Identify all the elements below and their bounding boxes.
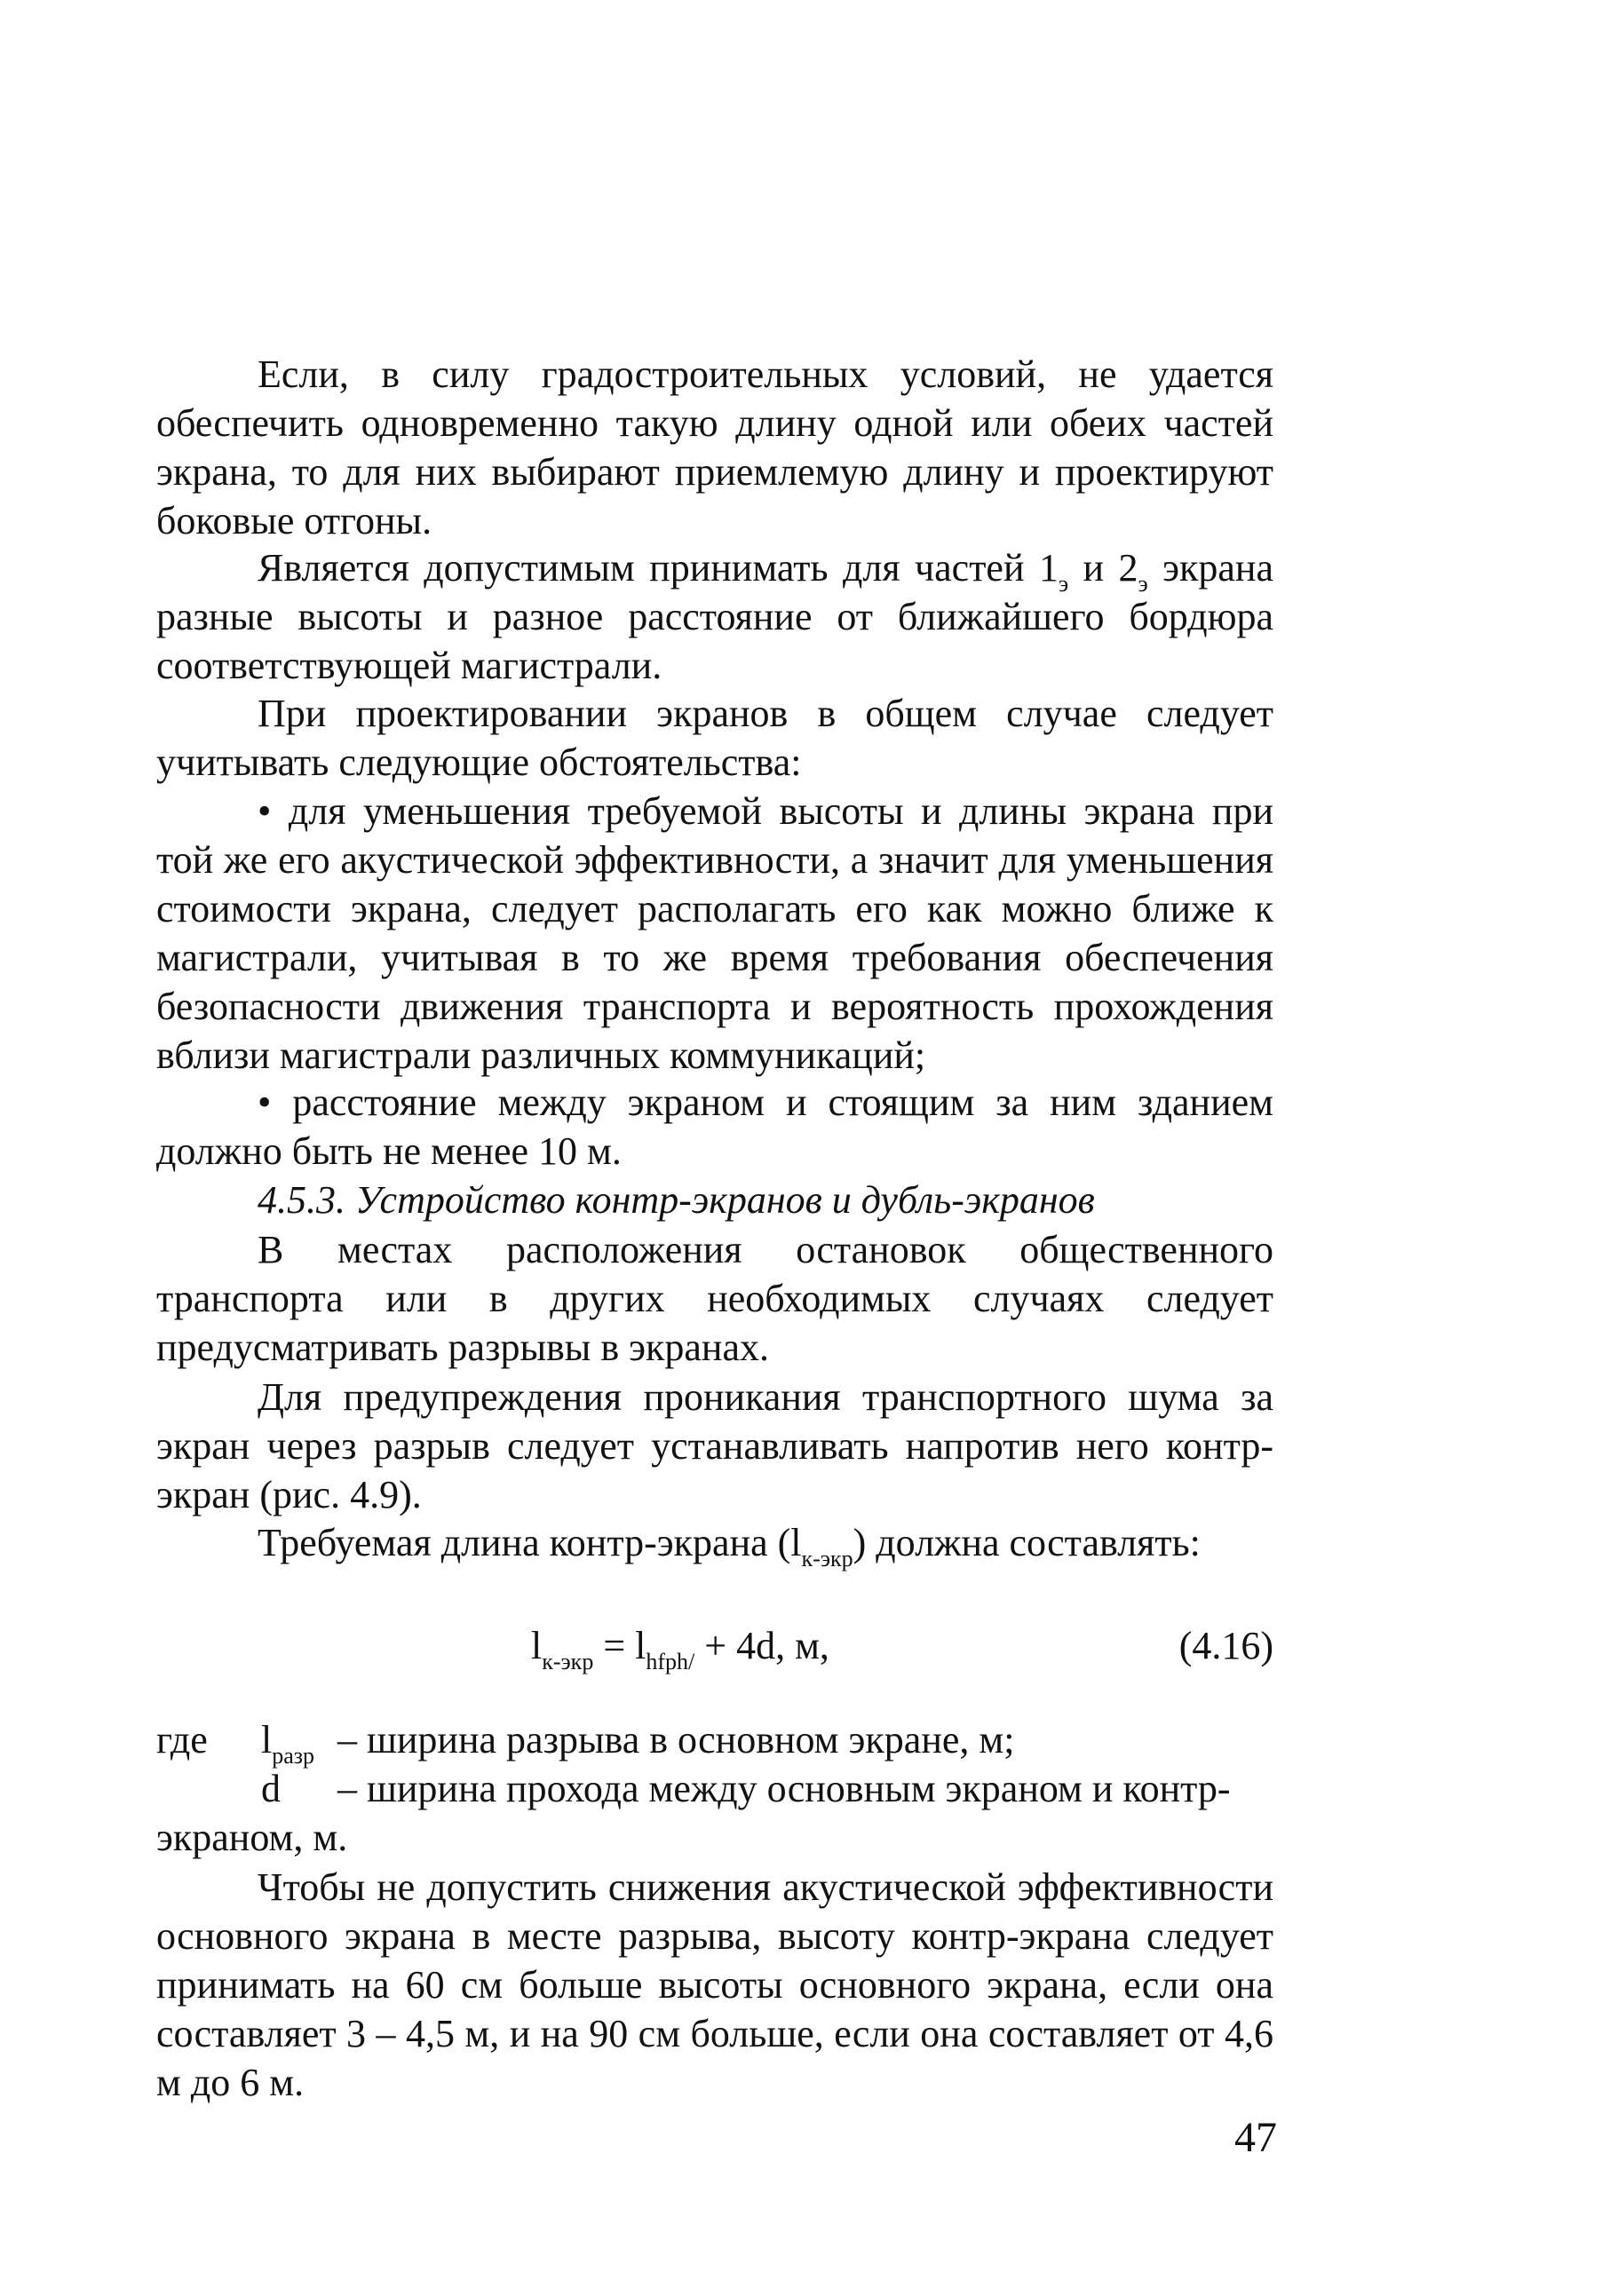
paragraph-3: При проектировании экранов в общем случае следует учитывать следующие обстоятельства: xyxy=(156,692,1273,784)
bullet-item-2: • расстояние между экраном и стоящим за ним зданием должно быть не менее 10 м. xyxy=(156,1081,1273,1173)
paragraph-7: Чтобы не допустить снижения акустической эффективности основного экрана в месте разрыва, высоту контр-экрана следует принимать на 60 см больше высоты основного экрана, если она составляет 3 – 4,5 м, и на 90 см больше, если она составляет от 4,6 м до 6 м. xyxy=(156,1865,1273,2104)
formula-4-16 xyxy=(156,1623,1273,1676)
where-symbol-1: $l_{разр}$ xyxy=(261,1718,315,1769)
bullet-item-1: • для уменьшения требуемой высоты и длины экрана при той же его акустической эффективности, а значит для уменьшения стоимости экрана, следует располагать его как можно ближе к магистрали, учитывая в то же время требования обеспечения безопасности движения транспорта и вероятность прохождения вблизи магистрали различных коммуникаций; xyxy=(156,789,1273,1077)
paragraph-1: Если, в силу градостроительных условий, не удается обеспечить одновременно такую длину одной или обеих частей экрана, то для них выбирают приемлемую длину и проектируют боковые отгоны. xyxy=(156,352,1273,542)
paragraph-2: Является допустимым принимать для частей $1_э$ и $2_э$ экрана разные высоты и разное расстояние от ближайшего бордюра соответствующей магистрали. xyxy=(156,546,1274,687)
paragraph-5: Для предупреждения проникания транспортного шума за экран через разрыв следует устанавливать напротив него контр-экран (рис. 4.9). xyxy=(156,1375,1273,1516)
section-heading: 4.5.3. Устройство контр-экранов и дубль-экранов xyxy=(258,1178,1095,1222)
formula-expression: $l_{к-экр} = l_{hfph/} + 4d$, м, xyxy=(531,1624,829,1674)
paragraph-4: В местах расположения остановок общественного транспорта или в других необходимых случаях следует предусматривать разрывы в экранах. xyxy=(156,1228,1273,1369)
page-number: 47 xyxy=(1234,2114,1277,2161)
formula-number: (4.16) xyxy=(1178,1624,1273,1667)
paragraph-6: Требуемая длина контр-экрана $(l_{к-экр})$ должна составлять: xyxy=(258,1521,1201,1572)
where-definition-2-continued: экраном, м. xyxy=(156,1816,348,1859)
document-page: Если, в силу градостроительных условий, не удается обеспечить одновременно такую длину одной или обеих частей экрана, то для них выбирают приемлемую длину и проектируют боковые отгоны. Является допустимым принимать для частей $1_э$ и $2_э$ экрана разные высоты и разное расстояние от ближайшего бордюра соответствующей магистрали. При проектировании экранов в общем случае следует учитывать следующие обстоятельства: • для уменьшения требуемой высоты и длины экрана при той же его акустической эффективности, а значит для уменьшения стоимости экрана, следует располагать его как можно ближе к магистрали, учитывая в то же время требования обеспечения безопасности движения транспорта и вероятность прохождения вблизи магистрали различных коммуникаций; • расстояние между экраном и стоящим за ним зданием должно быть не менее 10 м. 4.5.3. Устройство контр-экранов и дубль-экранов В местах расположения остановок общественного транспорта или в других необходимых случаях следует предусматривать разрывы в экранах. Для предупреждения проникания транспортного шума за экран через разрыв следует устанавливать напротив него контр-экран (рис. 4.9). Требуемая длина контр-экрана $(l_{к-экр})$ должна составлять: $l_{к-экр} = l_{hfph/} + 4d$, м, (4.16) где $l_{разр}$ – ширина разрыва в основном экране, м; d – ширина прохода между основным экраном и контр- экраном, м. Чтобы не допустить снижения акустической эффективности основного экрана в месте разрыва, высоту контр-экрана следует принимать на 60 см больше высоты основного экрана, если она составляет 3 – 4,5 м, и на 90 см больше, если она составляет от 4,6 м до 6 м. 47 xyxy=(0,0,1618,2296)
